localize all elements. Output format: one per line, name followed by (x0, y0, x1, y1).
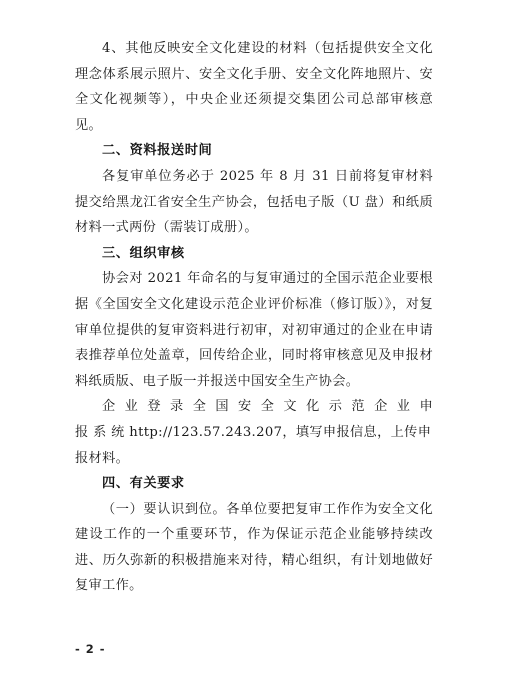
page-number: - 2 - (75, 642, 106, 656)
section-heading-submission-time: 二、资料报送时间 (102, 143, 213, 159)
paragraph-requirement-1: （一）要认识到位。各单位要把复审工作作为安全文化建设工作的一个重要环节，作为保证示范企业能够持续改进、历久弥新的积极措施来对待，精心组织，有计划地做好复审工作。 (75, 501, 433, 594)
section-heading-requirements: 四、有关要求 (102, 476, 185, 492)
section-heading-organize-review: 三、组织审核 (102, 245, 185, 261)
paragraph-review-process: 协会对 2021 年命名的与复审通过的全国示范企业要根据《全国安全文化建设示范企业评价标准（修订版）》，对复审单位提供的复审资料进行初审，对初审通过的企业在申请表推荐单位处盖章，回传给企业，同时将审核意见及申报材料纸质版、电子版一并报送中国安全生产协会。 (75, 271, 433, 389)
system-login-line-2: 报 系 统 http://123.57.243.207，填写申报信息，上传申报材料。 (75, 424, 432, 466)
paragraph-submission-deadline: 各复审单位务必于 2025 年 8 月 31 日前将复审材料提交给黑龙江省安全生产协会，包括电子版（U 盘）和纸质材料一式两份（需装订成册）。 (75, 168, 433, 236)
document-body (75, 36, 433, 599)
paragraph-system-login (75, 394, 433, 471)
paragraph-item-4: 4、其他反映安全文化建设的材料（包括提供安全文化理念体系展示照片、安全文化手册、安全文化阵地照片、安全文化视频等），中央企业还须提交集团公司总部审核意见。 (75, 41, 433, 133)
system-login-line-1: 企业登录全国安全文化示范企业申 (102, 399, 433, 415)
